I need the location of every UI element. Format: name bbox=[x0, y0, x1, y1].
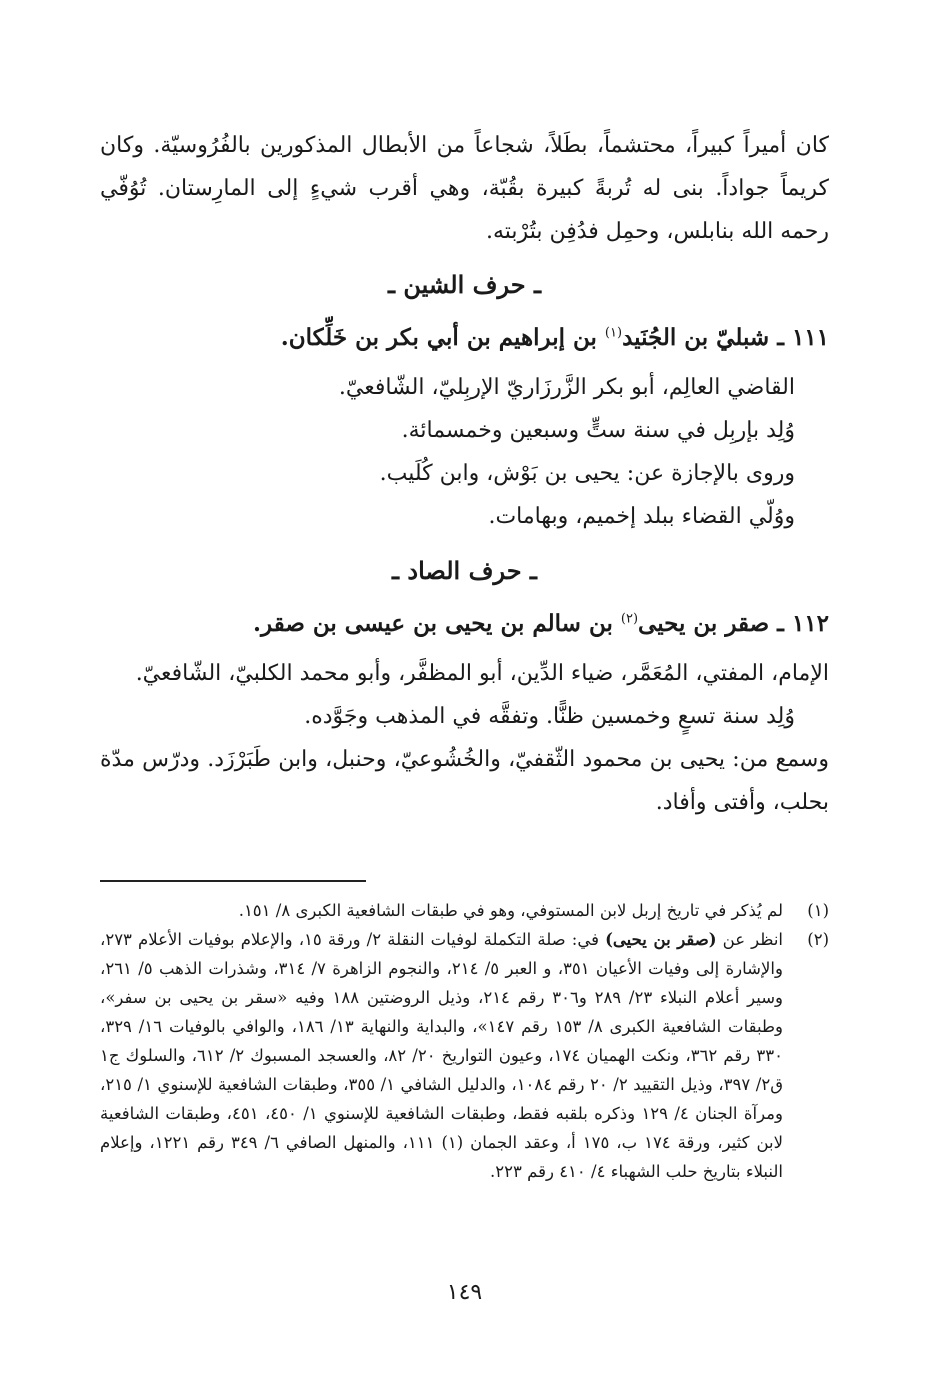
section-heading-sad: ـ حرف الصاد ـ bbox=[392, 556, 537, 585]
entry-112-lineage: بن سالم بن يحيى بن عيسى بن صقر. bbox=[253, 610, 621, 637]
entry-112-title bbox=[100, 610, 829, 637]
entry-112-name: ١١٢ ـ صقر بن يحيى bbox=[638, 610, 829, 637]
entry-111-title bbox=[100, 324, 829, 351]
entry-111-line-4: ووُلّي القضاء ببلد إخميم، وبهامات. bbox=[488, 504, 795, 529]
entry-111-line-3: وروى بالإجازة عن: يحيى بن بَوْش، وابن كُلَيب. bbox=[379, 461, 795, 486]
entry-111-line-1: القاضي العالِم، أبو بكر الزَّرزَاريّ الإربِليّ، الشّافعيّ. bbox=[338, 375, 795, 400]
entry-112-paragraph-2: وُلِد سنة تسعٍ وخمسين ظنًّا. وتفقَّه في المذهب وجَوَّده. bbox=[304, 704, 795, 729]
document-page bbox=[100, 0, 829, 1374]
entry-111-name: ١١١ ـ شبليّ بن الجُنَيد bbox=[622, 324, 829, 351]
footnote-separator bbox=[100, 880, 366, 882]
entry-112-body bbox=[100, 652, 829, 824]
footnote-2-number: (٢) bbox=[807, 930, 829, 949]
footnote-1-number: (١) bbox=[807, 901, 829, 920]
footnote-2-subject: (صقر بن يحيى) bbox=[605, 930, 717, 949]
entry-112-paragraph-3: وسمع من: يحيى بن محمود الثّقفيّ، والخُشُوعيّ، وحنبل، وابن طَبَرْزَد. ودرّس مدّة بحلب، وأفتى وأفاد. bbox=[100, 747, 829, 815]
footnote-1-text: لم يُذكر في تاريخ إربل لابن المستوفي، وهو في طبقات الشافعية الكبرى ٨/ ١٥١. bbox=[238, 901, 783, 920]
footnote-1 bbox=[100, 896, 829, 925]
footnote-2-lead: انظر عن bbox=[716, 930, 783, 949]
page-number: ١٤٩ bbox=[446, 1280, 483, 1305]
section-heading-shin: ـ حرف الشين ـ bbox=[388, 270, 541, 299]
footnotes bbox=[100, 896, 829, 1186]
entry-112-paragraph-1: الإمام، المفتي، المُعَمَّر، ضياء الدِّين، أبو المظفَّر، وأبو محمد الكلبيّ، الشّافعيّ. bbox=[135, 661, 829, 686]
footnote-2-sources: في: صلة التكملة لوفيات النقلة ٢/ ورقة ١٥، والإعلام بوفيات الأعلام ٢٧٣، والإشارة إلى وفيات الأعيان ٣٥١، و العبر ٥/ ٢١٤، والنجوم الزاهرة ٧/ ٣١٤، وشذرات الذهب ٥/ ٢٦١، وسير أعلام النبلاء ٢٣/ ٢٨٩ و٣٠٦ رقم ٢١٤، وذيل الروضتين ١٨٨ وفيه «سقر بن يحيى بن سفر»، وطبقات الشافعية الكبرى ٨/ ١٥٣ رقم ١٤٧»، والبداية والنهاية ١٣/ ١٨٦، والوافي بالوفيات ١٦/ ٣٢٩، ٣٣٠ رقم ٣٦٢، ونكت الهميان ١٧٤، وعيون التواريخ ٢٠/ ٨٢، والعسجد المسبوك ٢/ ٦١٢، والسلوك ج١ ق٢/ ٣٩٧، وذيل التقييد ٢/ ٢٠ رقم ١٠٨٤، والدليل الشافي ١/ ٣٥٥، وطبقات الشافعية للإسنوي ١/ ٢١٥، ومرآة الجنان ٤/ ١٢٩ وذكره بلقبه فقط، وطبقات الشافعية للإسنوي ١/ ٤٥٠، ٤٥١، وطبقات الشافعية لابن كثير، ورقة ١٧٤ ب، ١٧٥ أ، وعقد الجمان (١) ١١١، والمنهل الصافي ٦/ ٣٤٩ رقم ١٢٢١، وإعلام النبلاء بتاريخ حلب الشهباء ٤/ ٤١٠ رقم ٢٢٣. bbox=[100, 930, 784, 1181]
footnote-2-text bbox=[100, 925, 783, 1186]
entry-111-body bbox=[100, 366, 829, 538]
entry-111-lineage: بن إبراهيم بن أبي بكر بن خَلِّكان. bbox=[280, 324, 605, 351]
footnote-2 bbox=[100, 925, 829, 1186]
entry-111-footnote-ref: (١) bbox=[604, 325, 623, 341]
intro-paragraph: كان أميراً كبيراً، محتشماً، بطَلاً، شجاعاً من الأبطال المذكورين بالفُرُوسيّة. وكان كريماً جواداً. بنى له تُربةً كبيرة بقُبّة، وهي أقرب شيءٍ إلى المارِستان. تُوُفّي رحمه الله بنابلس، وحمِل فدُفِن بتُرْبته. bbox=[100, 133, 829, 244]
entry-112-footnote-ref: (٢) bbox=[620, 611, 639, 627]
entry-111-line-2: وُلِد بإربِل في سنة ستٍّ وسبعين وخمسمائة. bbox=[401, 418, 795, 443]
